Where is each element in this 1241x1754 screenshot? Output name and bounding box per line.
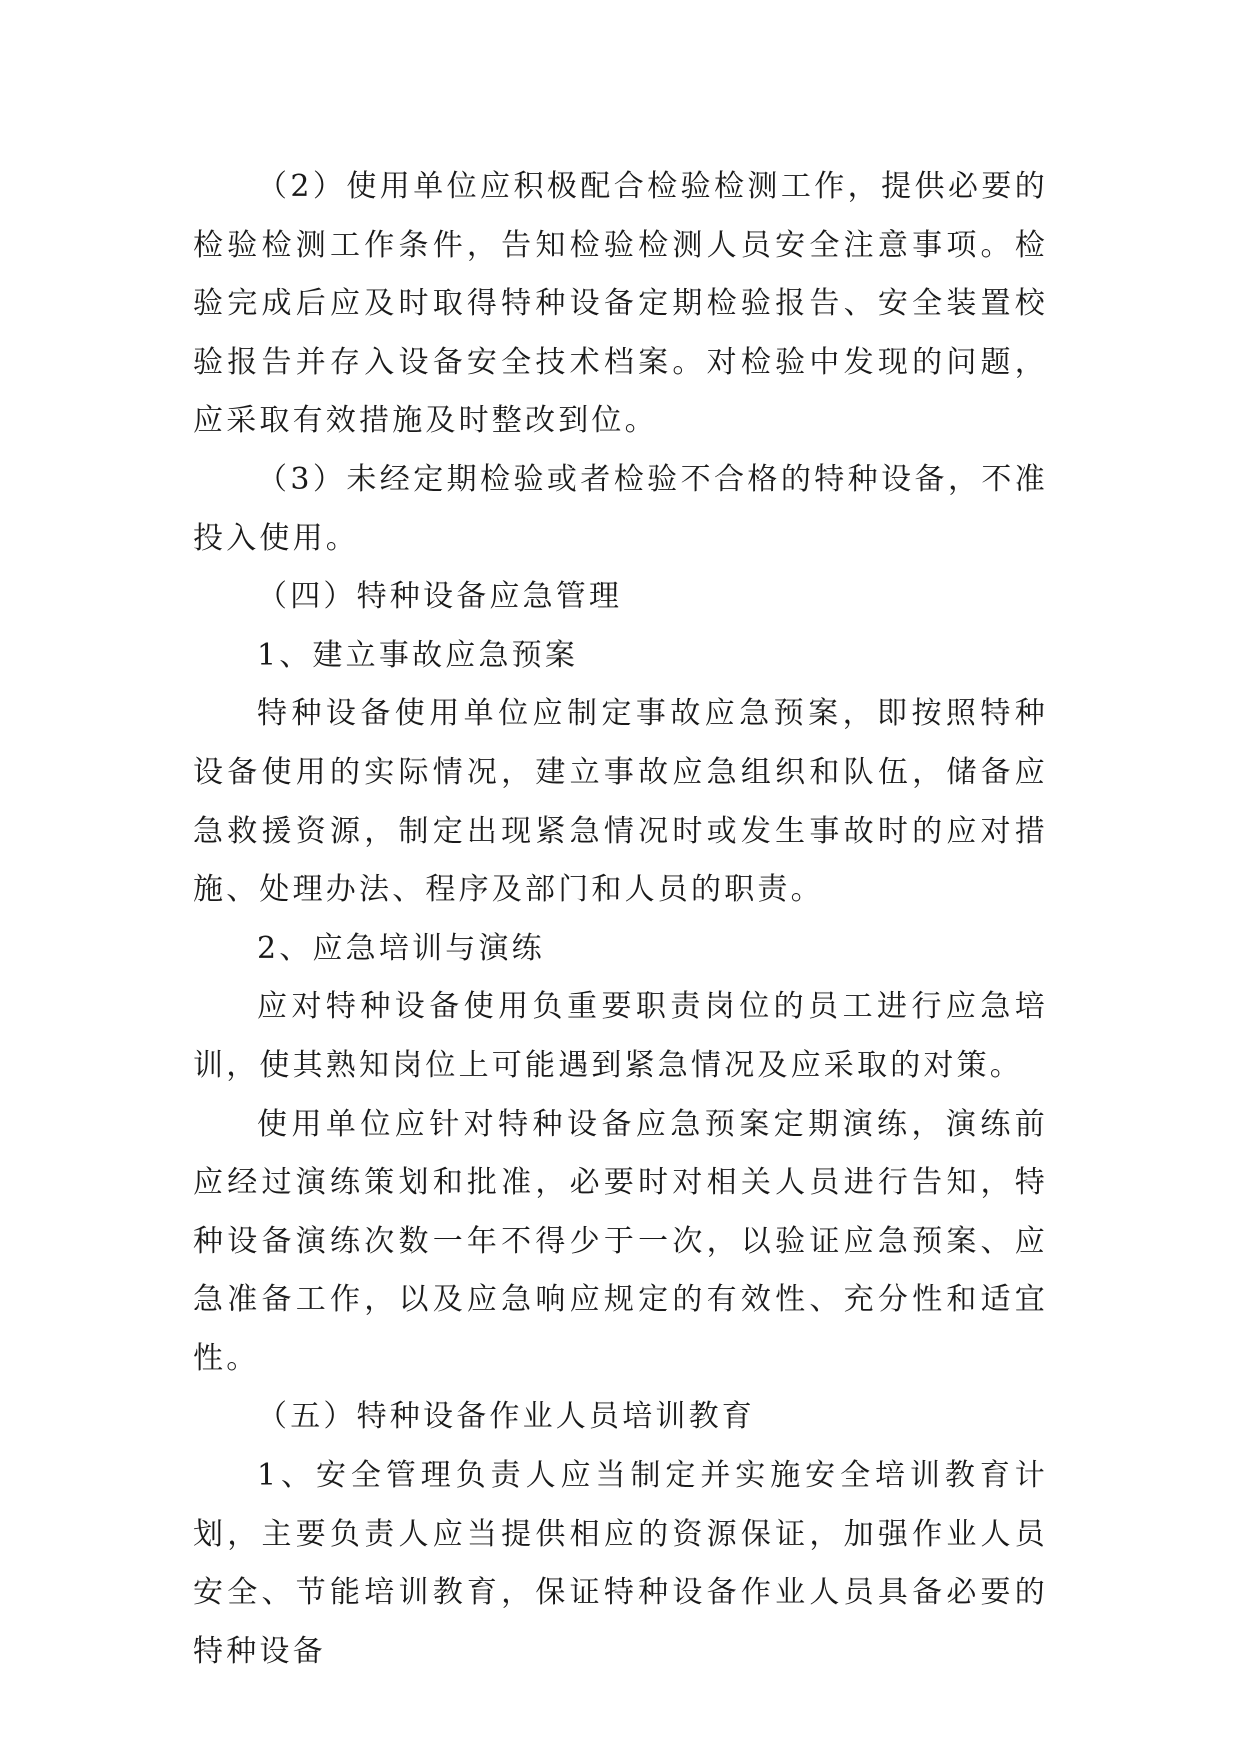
paragraph-training-plan: 1、安全管理负责人应当制定并实施安全培训教育计划，主要负责人应当提供相应的资源保证，加强作业人员安全、节能培训教育，保证特种设备作业人员具备必要的特种设备 <box>193 1458 1048 1669</box>
subheading-emergency-plan: 1、建立事故应急预案 <box>257 637 579 673</box>
paragraph-inspection-cooperation: （2）使用单位应积极配合检验检测工作，提供必要的检验检测工作条件，告知检验检测人员安全注意事项。检验完成后应及时取得特种设备定期检验报告、安全装置校验报告并存入设备安全技术档案。对检验中发现的问题，应采取有效措施及时整改到位。 <box>193 169 1048 439</box>
section-heading-emergency-management: （四）特种设备应急管理 <box>257 579 623 615</box>
paragraph-emergency-training: 应对特种设备使用负重要职责岗位的员工进行应急培训，使其熟知岗位上可能遇到紧急情况及应采取的对策。 <box>193 989 1048 1083</box>
paragraph-uninspected-equipment: （3）未经定期检验或者检验不合格的特种设备，不准投入使用。 <box>193 461 1048 556</box>
section-heading-operator-training: （五）特种设备作业人员培训教育 <box>257 1399 755 1435</box>
document-body <box>193 158 1048 1681</box>
subheading-emergency-training: 2、应急培训与演练 <box>257 930 545 966</box>
paragraph-emergency-drills: 使用单位应针对特种设备应急预案定期演练，演练前应经过演练策划和批准，必要时对相关人员进行告知，特种设备演练次数一年不得少于一次，以验证应急预案、应急准备工作，以及应急响应规定的有效性、充分性和适宜性。 <box>193 1106 1048 1376</box>
paragraph-emergency-plan: 特种设备使用单位应制定事故应急预案，即按照特种设备使用的实际情况，建立事故应急组织和队伍，储备应急救援资源，制定出现紧急情况时或发生事故时的应对措施、处理办法、程序及部门和人员的职责。 <box>193 696 1048 908</box>
